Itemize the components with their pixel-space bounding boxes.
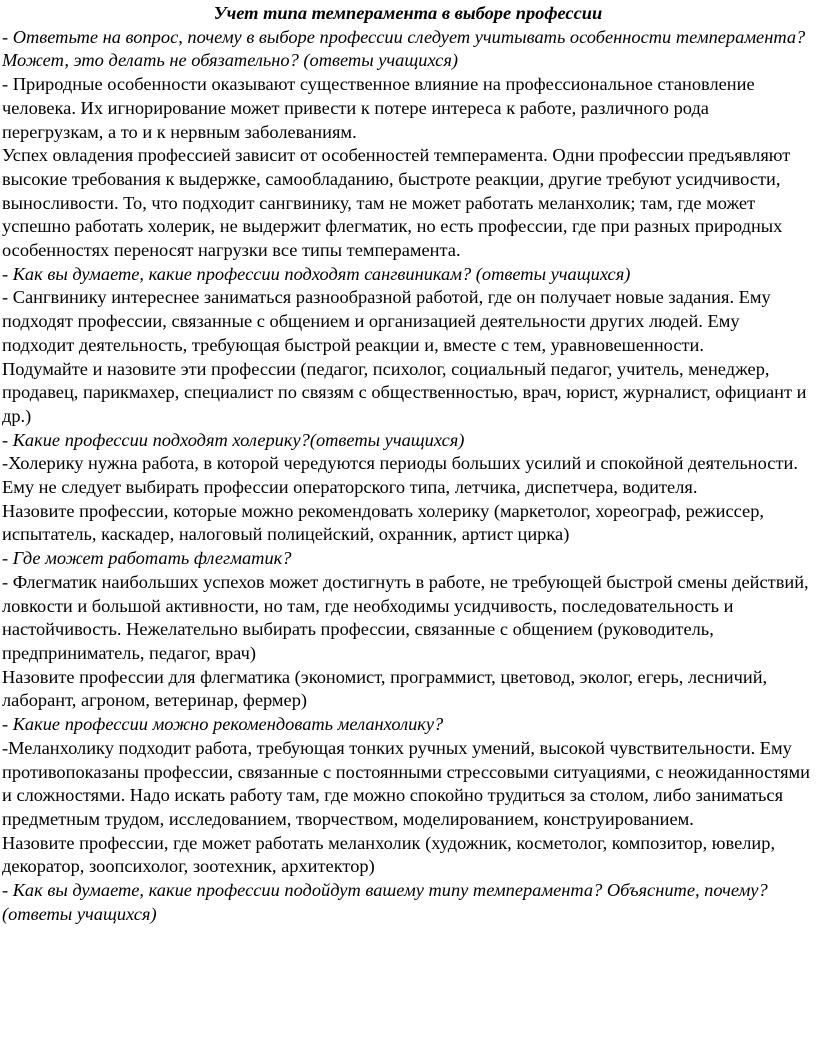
question-sanguine: - Как вы думаете, какие профессии подходят сангвиникам? (ответы учащихся) — [2, 263, 631, 284]
question-why-temperament: - Ответьте на вопрос, почему в выборе профессии следует учитывать особенности темперамента? Может, это делать не обязательно? (ответы учащихся) — [2, 26, 806, 71]
question-phlegmatic: - Где может работать флегматик? — [2, 548, 292, 569]
paragraph-sanguine-professions: Подумайте и назовите эти профессии (педагог, психолог, социальный педагог, учитель, менеджер, продавец, парикмахер, специалист по связям с общественностью, врач, юрист, журналист, официант и др.) — [2, 358, 807, 426]
paragraph-sanguine-answer: - Сангвинику интереснее заниматься разнообразной работой, где он получает новые задания. Ему подходят профессии, связанные с общением и организацией деятельности других людей. Ему подходит деятельность, требующая быстрой реакции и, вместе с тем, уравновешенности. — [2, 287, 771, 355]
paragraph-melancholic-professions: Назовите профессии, где может работать меланхолик (художник, косметолог, композитор, ювелир, декоратор, зоопсихолог, зоотехник, архитектор) — [2, 832, 776, 877]
paragraph-phlegmatic-professions: Назовите профессии для флегматика (экономист, программист, цветовод, эколог, егерь, лесничий, лаборант, агроном, ветеринар, фермер) — [2, 666, 768, 711]
question-your-temperament: - Как вы думаете, какие профессии подойдут вашему типу темперамента? Объясните, почему? (ответы учащихся) — [2, 880, 768, 924]
paragraph-choleric-professions: Назовите профессии, которые можно рекомендовать холерику (маркетолог, хореограф, режиссер, испытатель, каскадер, налоговый полицейский, охранник, артист цирка) — [2, 500, 764, 545]
paragraph-choleric-answer: -Холерику нужна работа, в которой чередуются периоды больших усилий и спокойной деятельности. Ему не следует выбирать профессии операторского типа, летчика, диспетчера, водителя. — [2, 453, 798, 498]
paragraph-phlegmatic-answer: - Флегматик наибольших успехов может достигнуть в работе, не требующей быстрой смены действий, ловкости и большой активности, но там, где необходимы усидчивость, последовательность и настойчивость. Нежелательно выбирать профессии, связанные с общением (руководитель, предприниматель, педагог, врач) — [2, 571, 809, 663]
document-title: Учет типа темперамента в выборе профессии — [213, 3, 603, 23]
paragraph-success-depends: Успех овладения профессией зависит от особенностей темперамента. Одни профессии предъявляют высокие требования к выдержке, самообладанию, быстроте реакции, другие требуют усидчивости, выносливости. То, что подходит сангвинику, там не может работать меланхолик; там, где может успешно работать холерик, не выдержит флегматик, но есть профессии, где при разных природных особенностях переносят нагрузки все типы темперамента. — [2, 145, 791, 261]
question-melancholic: - Какие профессии можно рекомендовать меланхолику? — [2, 714, 444, 735]
question-choleric: - Какие профессии подходят холерику?(ответы учащихся) — [2, 429, 465, 450]
paragraph-natural-features: - Природные особенности оказывают существенное влияние на профессиональное становление человека. Их игнорирование может привести к потере интереса к работе, различного рода перегрузкам, а то и к нервным заболеваниям. — [2, 74, 755, 142]
paragraph-melancholic-answer: -Меланхолику подходит работа, требующая тонких ручных умений, высокой чувствительности. Ему противопоказаны профессии, связанные с постоянными стрессовыми ситуациями, с неожиданностями и сложностями. Надо искать работу там, где можно спокойно трудиться за столом, либо заниматься предметным трудом, исследованием, творчеством, моделированием, конструированием. — [2, 737, 811, 829]
